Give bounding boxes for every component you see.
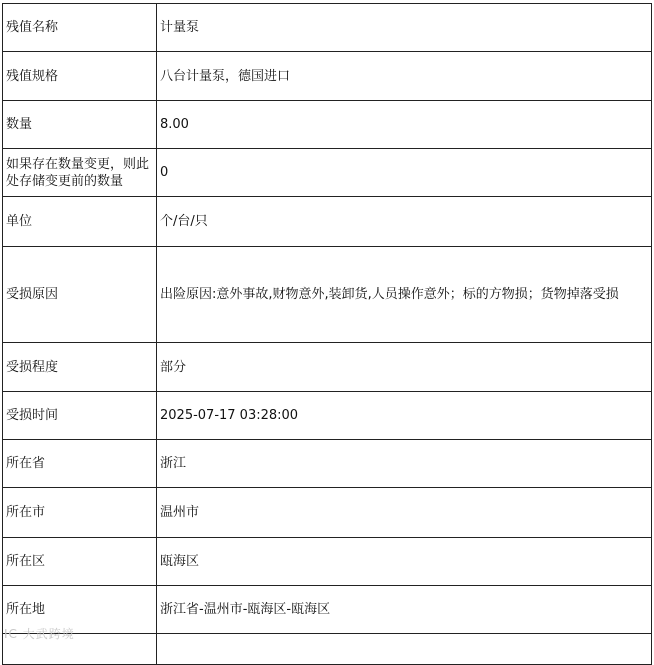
table-row [3, 538, 652, 586]
field-label: 单位 [3, 197, 157, 247]
table-row [3, 440, 652, 488]
field-label: 数量 [3, 101, 157, 149]
empty-cell [157, 634, 652, 665]
field-value: 出险原因:意外事故,财物意外,装卸货,人员操作意外；标的方物损；货物掉落受损 [157, 247, 652, 343]
table-row [3, 247, 652, 343]
watermark: IC 大武跨境 [4, 627, 75, 641]
field-label: 如果存在数量变更，则此处存储变更前的数量 [3, 149, 157, 197]
table-row [3, 343, 652, 392]
field-label: 所在市 [3, 488, 157, 538]
field-label: 受损时间 [3, 392, 157, 440]
table-row [3, 52, 652, 101]
field-value: 温州市 [157, 488, 652, 538]
field-value: 瓯海区 [157, 538, 652, 586]
field-value: 八台计量泵，德国进口 [157, 52, 652, 101]
residual-info-table [2, 3, 652, 665]
table-row [3, 197, 652, 247]
field-label: 所在地 [3, 586, 157, 634]
field-label: 所在区 [3, 538, 157, 586]
field-value: 个/台/只 [157, 197, 652, 247]
field-label: 残值名称 [3, 4, 157, 52]
table-row [3, 149, 652, 197]
field-value: 计量泵 [157, 4, 652, 52]
table-row [3, 4, 652, 52]
table-row [3, 101, 652, 149]
field-value: 浙江省-温州市-瓯海区-瓯海区 [157, 586, 652, 634]
table-row [3, 392, 652, 440]
field-value: 0 [157, 149, 652, 197]
table-row [3, 488, 652, 538]
field-label: 残值规格 [3, 52, 157, 101]
field-label: 受损原因 [3, 247, 157, 343]
field-value: 8.00 [157, 101, 652, 149]
field-label: 受损程度 [3, 343, 157, 392]
field-value: 浙江 [157, 440, 652, 488]
table-row-partial [3, 634, 652, 665]
table-row [3, 586, 652, 634]
field-label: 所在省 [3, 440, 157, 488]
field-value: 部分 [157, 343, 652, 392]
field-value: 2025-07-17 03:28:00 [157, 392, 652, 440]
